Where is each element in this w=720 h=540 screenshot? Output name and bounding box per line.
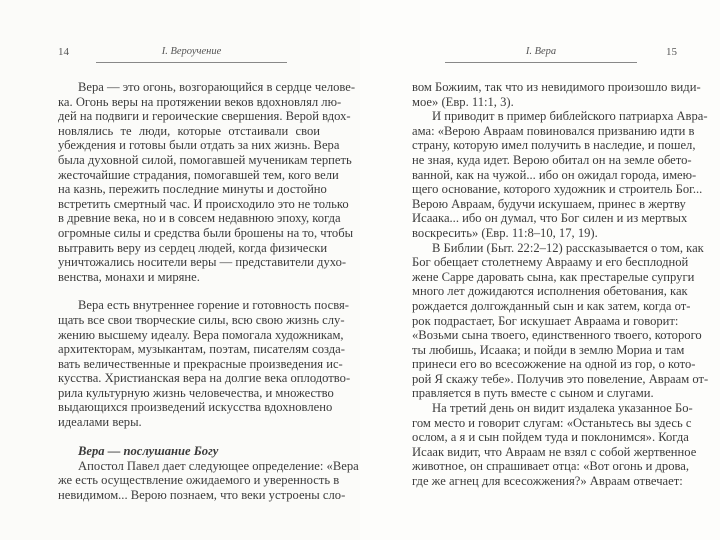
text-line: Исаака... ибо он думал, что Бог силен и из мертвых (412, 211, 688, 226)
text-line: принеси его во всесожжение на одной из гор, о кото- (412, 357, 696, 372)
text-line: дей на подвиги и героические свершения. Верой вдох- (58, 109, 351, 124)
text-line: венства, монахи и миряне. (58, 269, 200, 284)
text-line: уничтожались носители веры — представители духо- (58, 255, 347, 270)
text-line: новлялись те люди, которые отстаивали свои (58, 123, 320, 138)
text-line: в древние века, но и в совсем недавнюю эпоху, когда (58, 211, 341, 226)
text-line: рой Я скажу тебе». Получив это повеление, Авраам от- (412, 371, 709, 386)
text-line: ослом, а я и сын пойдем туда и поклонимся». Когда (412, 430, 689, 445)
header-rule (445, 62, 637, 63)
right-page (360, 0, 720, 540)
text-line: убеждения и готовы были отдать за них жизнь. Вера (58, 138, 340, 153)
text-line: не зная, куда идет. Верою обитал он на земле обето- (412, 152, 692, 167)
page-number: 15 (666, 46, 677, 58)
text-line: правляется в путь вместе с сыном и слугами. (412, 386, 654, 401)
text-line: выдающихся произведений искусства вдохновлено (58, 400, 333, 415)
text-line: животное, он спрашивает отца: «Вот огонь и дрова, (412, 459, 690, 474)
text-line: рила культурную жизнь человечества, и множество (58, 385, 334, 400)
text-line: На третий день он видит издалека указанное Бо- (432, 401, 693, 416)
text-line: ка. Огонь веры на протяжении веков вдохновлял лю- (58, 94, 342, 109)
text-line: на казнь, пережить последние минуты и достойно (58, 182, 327, 197)
text-line: жению высшему идеалу. Вера помогала художникам, (58, 327, 344, 342)
text-line: жесточайшие страдания, помогавшей тем, кого вели (58, 167, 339, 182)
text-line: Бог обещает столетнему Аврааму и его бесплодной (412, 255, 689, 270)
text-line: много лет дожидаются исполнения обетования, как (412, 284, 688, 299)
text-line: кусства. Христианская вера на долгие века оплодотво- (58, 371, 351, 386)
text-line: невидимом... Верою познаем, что веки устроены сло- (58, 488, 346, 503)
text-line: И приводит в пример библейского патриарха Авра- (432, 109, 708, 124)
text-line: ванной, как на чужой... ибо он ожидал города, имею- (412, 167, 697, 182)
running-head: I. Вероучение (161, 46, 222, 57)
page-body (412, 80, 709, 489)
text-line: встретить смертный час. И происходило это не только (58, 196, 349, 211)
text-line: Верою Авраам, будучи искушаем, принес в жертву (412, 196, 686, 211)
text-line: огромные силы и средства были брошены на то, чтобы (58, 225, 354, 240)
text-line: идеалами веры. (58, 415, 142, 430)
text-line: страну, которую имел получить в наследие, и пошел, (412, 138, 696, 153)
section-heading: Вера — послушание Богу (78, 444, 219, 459)
page-body (58, 80, 359, 503)
text-line: вом Божиим, так что из невидимого произошло види- (412, 80, 701, 94)
text-line: где же агнец для всесожжения?» Авраам отвечает: (412, 474, 683, 489)
text-line: щего основание, которого художник и строитель Бог... (412, 182, 703, 197)
text-line: вытравить веру из сердец людей, когда физически (58, 240, 328, 255)
text-line: ты любишь, Исаака; и пойди в землю Мориа и там (412, 342, 685, 357)
text-line: воскресить» (Евр. 11:8–10, 17, 19). (412, 225, 598, 240)
text-line: архитекторам, музыкантам, поэтам, писателям созда- (58, 342, 345, 357)
text-line: В Библии (Быт. 22:2–12) рассказывается о том, как (432, 240, 704, 255)
text-line: Апостол Павел дает следующее определение: «Вера (78, 458, 359, 473)
text-line: щать все свои творческие силы, всю свою жизнь слу- (58, 312, 345, 327)
text-line: Исаак видит, что Авраам не взял с собой жертвенное (412, 444, 697, 459)
text-line: же есть осуществление ожидаемого и уверенность в (58, 473, 340, 488)
header-rule (96, 62, 287, 63)
text-line: вать величественные и прекрасные произведения ис- (58, 356, 343, 371)
text-line: Вера — это огонь, возгорающийся в сердце челове- (78, 80, 356, 94)
text-line: рок подрастает, Бог искушает Авраама и говорит: (412, 313, 679, 328)
text-line: рождается долгожданный сын и как затем, когда от- (412, 298, 691, 313)
text-line: «Возьми сына твоего, единственного твоего, которого (412, 328, 702, 343)
text-line: гом место и говорит слугам: «Останьтесь вы здесь с (412, 415, 692, 430)
text-line: мое» (Евр. 11:1, 3). (412, 94, 514, 109)
running-head: I. Вера (525, 46, 557, 57)
text-line: Вера есть внутреннее горение и готовность посвя- (78, 298, 349, 313)
text-line: жене Сарре даровать сына, как престарелые супруги (412, 269, 695, 284)
page-number: 14 (58, 46, 69, 58)
text-line: была духовной силой, помогавшей мученикам терпеть (58, 152, 352, 167)
text-line: ама: «Верою Авраам повиновался призванию идти в (412, 123, 695, 138)
